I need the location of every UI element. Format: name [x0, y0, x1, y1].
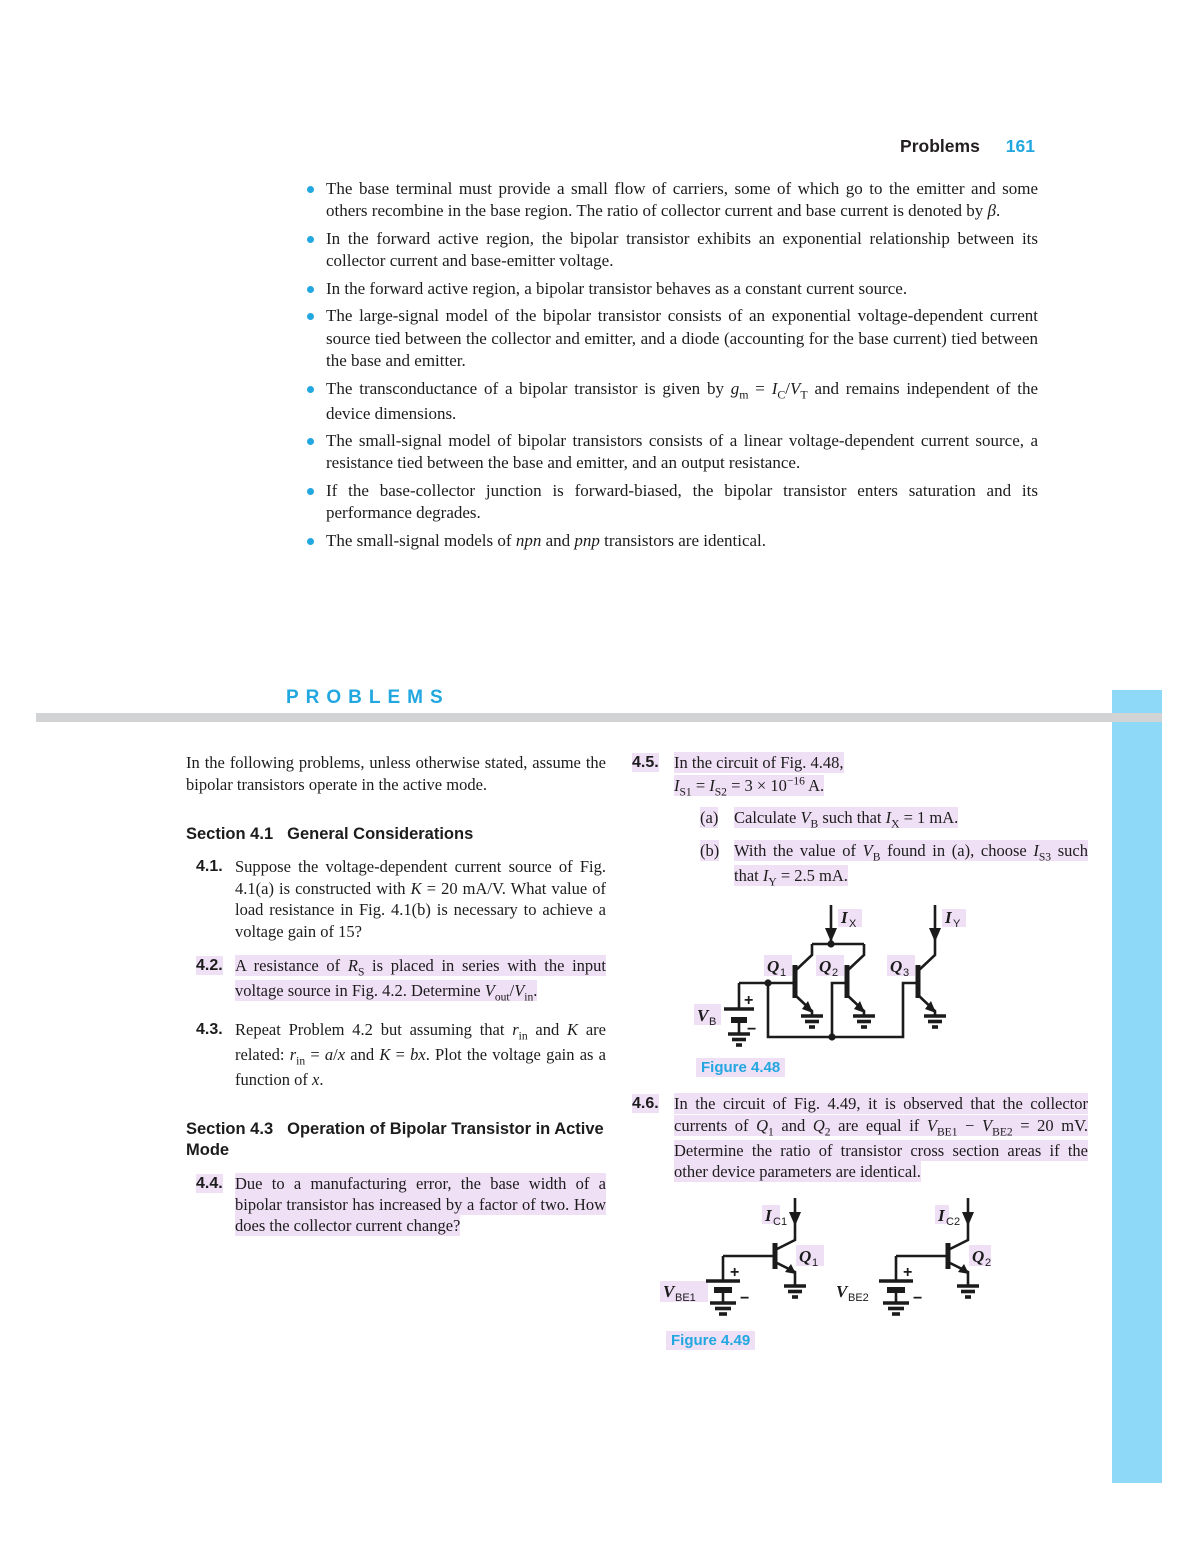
- bullet-item: [305, 228, 1038, 273]
- sub-item-label: [700, 840, 734, 891]
- bullet-item: [305, 530, 1038, 552]
- problem-text: [235, 1173, 606, 1237]
- figure-caption: Figure 4.48: [696, 1058, 785, 1077]
- label-q3: Q: [890, 957, 903, 977]
- problem-number: 4.1.: [196, 858, 223, 876]
- label-ic1-sub: C1: [773, 1215, 788, 1228]
- battery-plus-sign: +: [903, 1263, 913, 1281]
- problem-number-text: 4.6.: [632, 1095, 659, 1113]
- left-column: [186, 752, 606, 1250]
- ground-icon: [883, 1303, 909, 1314]
- label-q2-sub: 2: [985, 1256, 992, 1269]
- label-q3-sub: 3: [903, 967, 910, 980]
- bullet-text: The small-signal models of npn and pnp transistors are identical.: [326, 530, 767, 550]
- label-q1: Q: [799, 1246, 812, 1266]
- problem-4-1: [186, 856, 606, 942]
- label-ix-sub: X: [849, 918, 857, 931]
- label-iy-sub: Y: [953, 918, 961, 931]
- bullet-item: [305, 178, 1038, 223]
- battery-plus-sign: +: [730, 1263, 740, 1281]
- sub-item-a: [700, 807, 1088, 832]
- problem-line-1: [674, 752, 1088, 773]
- section-label: Section 4.1: [186, 824, 274, 843]
- bullet-item: [305, 278, 1038, 300]
- battery-minus-sign: −: [747, 1021, 757, 1039]
- problems-heading: PROBLEMS: [286, 687, 450, 708]
- figure-4-49: [632, 1196, 1088, 1350]
- label-vbe2-sub: BE2: [848, 1291, 869, 1304]
- sub-item-label: [700, 807, 734, 832]
- problem-number: [632, 752, 674, 890]
- current-arrow-iy: [929, 928, 941, 942]
- label-ic1: I: [765, 1205, 772, 1225]
- section-heading-4-1: [186, 824, 606, 845]
- ground-icon: [801, 1016, 823, 1027]
- bullet-text: In the forward active region, a bipolar transistor behaves as a constant current source.: [326, 278, 908, 298]
- section-divider-rule: [36, 713, 1162, 722]
- figure-4-48: [632, 903, 1088, 1077]
- problem-text-body: In the circuit of Fig. 4.49, it is observed that the collector currents of $Q_1$ and $Q_2$ are equal if $V_{BE1} - V_{BE2} = 20$ mV. Determine the ratio of transistor cross section areas if the other device parameters are identical.: [674, 1094, 1089, 1182]
- label-vb: V: [697, 1006, 709, 1026]
- problem-text-body: A resistance of $R_S$ is placed in series with the input voltage source in Fig. 4.2. Determine $V_{out}/V_{in}$.: [235, 956, 606, 1004]
- section-heading-4-3: [186, 1119, 606, 1162]
- bullet-item: [305, 480, 1038, 525]
- battery-plus-sign: +: [744, 992, 754, 1010]
- ground-icon: [957, 1286, 979, 1297]
- ground-icon: [924, 1016, 946, 1027]
- running-head: Problems: [900, 136, 980, 156]
- problem-formula: [674, 774, 1088, 800]
- sub-item-label-text: (a): [700, 808, 719, 828]
- battery-vb: [724, 1009, 754, 1020]
- battery-plates: [706, 1281, 913, 1290]
- label-q1-sub: 1: [780, 967, 787, 980]
- sub-item-text: [734, 840, 1088, 891]
- problem-number-text: 4.2.: [196, 957, 223, 975]
- sub-item-label-text: (b): [700, 840, 720, 860]
- label-ic2-sub: C2: [946, 1215, 961, 1228]
- bullet-item: [305, 430, 1038, 475]
- problem-text: [235, 856, 606, 942]
- bullet-list: [305, 178, 1038, 552]
- label-q2-sub: 2: [832, 967, 839, 980]
- bullet-item: [305, 305, 1038, 372]
- current-arrow-ic1: [789, 1212, 801, 1226]
- figure-4-49-circuit: [650, 1196, 1050, 1326]
- page-header: [900, 136, 1035, 157]
- label-ix: I: [841, 908, 848, 928]
- section-title: General Considerations: [287, 824, 474, 843]
- section-title: Operation of Bipolar Transistor in Active Mode: [186, 1119, 604, 1160]
- problem-text: [235, 955, 606, 1006]
- problem-text: [674, 752, 1088, 890]
- ground-icon: [784, 1286, 806, 1297]
- label-q2: Q: [972, 1246, 985, 1266]
- bullet-text: The large-signal model of the bipolar transistor consists of an exponential voltage-dependent current source tied between the collector and emitter, and a diode (accounting for the base current) tied between the base and emitter.: [326, 306, 1038, 371]
- problem-4-3: [186, 1019, 606, 1091]
- problem-number-text: 4.5.: [632, 754, 659, 771]
- label-q2: Q: [819, 957, 832, 977]
- sub-item-text: [734, 807, 1088, 832]
- figure-caption: Figure 4.49: [666, 1331, 755, 1350]
- bullet-item: [305, 378, 1038, 426]
- ground-icon: [853, 1016, 875, 1027]
- problem-4-4: [186, 1173, 606, 1237]
- intro-paragraph: In the following problems, unless otherwise stated, assume the bipolar transistors operate in the active mode.: [186, 753, 606, 794]
- problem-text-body: Suppose the voltage-dependent current source of Fig. 4.1(a) is constructed with K = 20 mA/V. What value of load resistance in Fig. 4.1(b) is necessary to achieve a voltage gain of 15?: [235, 857, 606, 941]
- label-vbe2: V: [836, 1281, 848, 1301]
- page-number: 161: [1005, 136, 1035, 156]
- sub-item-text-body: Calculate $V_B$ such that $I_X = 1$ mA.: [734, 808, 959, 831]
- bullet-text: The base terminal must provide a small flow of carriers, some of which go to the emitter and some others recombine in the base region. The ratio of collector current and base current is denoted by β.: [326, 179, 1038, 221]
- ground-icons: [728, 1016, 946, 1045]
- bullet-text: The small-signal model of bipolar transistors consists of a linear voltage-dependent current source, a resistance tied between the base and emitter, and an output resistance.: [326, 431, 1038, 473]
- section-label: Section 4.3: [186, 1119, 274, 1138]
- current-arrow-ix: [825, 928, 837, 942]
- problem-number: [196, 955, 235, 1006]
- bullet-text: In the forward active region, the bipolar transistor exhibits an exponential relationship between its collector current and base-emitter voltage.: [326, 228, 1038, 271]
- problem-number-text: 4.4.: [196, 1174, 223, 1192]
- bullet-text: The transconductance of a bipolar transistor is given by $g_m = I_C/V_T$ and remains independent of the device dimensions.: [326, 378, 1038, 423]
- figure-4-48-circuit: [660, 903, 990, 1053]
- label-q1-sub: 1: [812, 1256, 819, 1269]
- problem-4-6: [632, 1093, 1088, 1183]
- problem-4-5: [632, 752, 1088, 890]
- label-vbe1-sub: BE1: [675, 1291, 696, 1304]
- problem-text-body: Repeat Problem 4.2 but assuming that $r_{in}$ and K are related: $r_{in} = a/x$ and K = bx. Plot the voltage gain as a function of x.: [235, 1019, 606, 1090]
- battery-minus-sign: −: [740, 1289, 750, 1307]
- problem-text: [235, 1019, 606, 1091]
- right-column: [632, 752, 1088, 1350]
- battery-minus-sign: −: [913, 1289, 923, 1307]
- problem-number: 4.3.: [196, 1020, 223, 1038]
- formula-text: $I_{S1} = I_{S2} = 3 \times 10^{-16}$ A.: [674, 775, 825, 799]
- current-arrow-ic2: [962, 1212, 974, 1226]
- problem-number: [632, 1093, 674, 1183]
- label-q1: Q: [767, 957, 780, 977]
- label-ic2: I: [938, 1205, 945, 1225]
- problem-text-body: Due to a manufacturing error, the base width of a bipolar transistor has increased by a factor of two. How does the collector current change?: [235, 1173, 606, 1236]
- label-vb-sub: B: [709, 1016, 717, 1029]
- problem-text: [674, 1093, 1088, 1183]
- chapter-summary-bullets: [305, 178, 1038, 557]
- sub-item-b: [700, 840, 1088, 891]
- label-iy: I: [945, 908, 952, 928]
- sub-item-text-body: With the value of $V_B$ found in (a), choose $I_{S3}$ such that $I_Y = 2.5$ mA.: [734, 840, 1088, 889]
- ground-icon: [710, 1303, 736, 1314]
- problem-4-2: [186, 955, 606, 1006]
- problem-number: [196, 1173, 235, 1237]
- problem-text-body: In the circuit of Fig. 4.48,: [674, 753, 844, 772]
- bullet-text: If the base-collector junction is forward-biased, the bipolar transistor enters saturation and its performance degrades.: [326, 480, 1038, 523]
- sidebar-accent-bar: [1112, 690, 1162, 1483]
- label-vbe1: V: [663, 1281, 675, 1301]
